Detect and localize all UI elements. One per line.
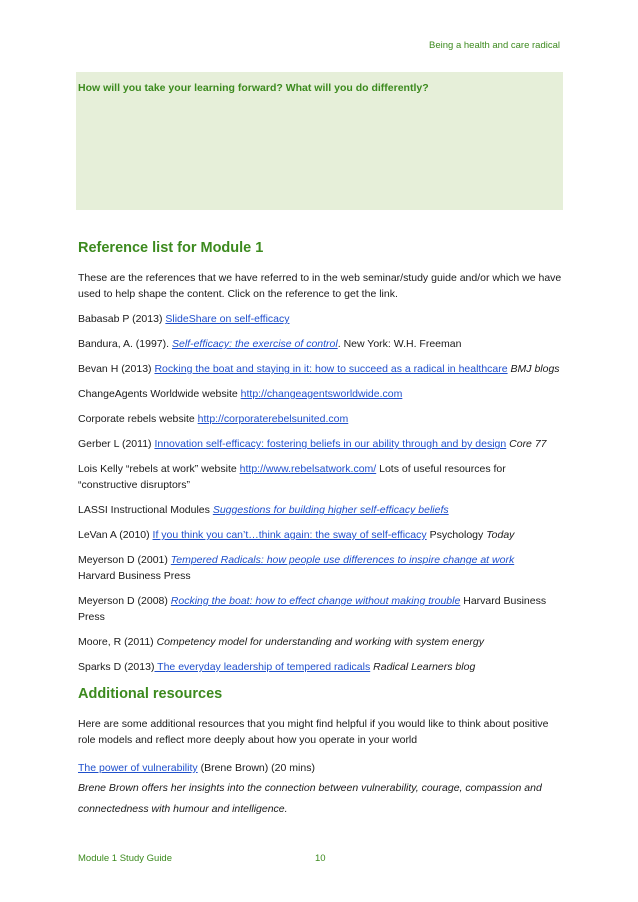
reference-author: Sparks D (2013) [78,661,155,673]
reference-item [78,311,564,327]
reference-item [78,634,564,650]
resource-link[interactable]: The power of vulnerability [78,762,198,774]
resource-item [78,760,564,776]
resource-description: Brene Brown offers her insights into the connection between vulnerability, courage, compassion and connectedness with humour and intelligence. [78,782,542,815]
reference-item [78,659,564,675]
running-header: Being a health and care radical [429,40,560,51]
reference-author: Bandura, A. (1997). [78,338,172,350]
additional-resources-heading: Additional resources [78,686,223,702]
footer-guide-title: Module 1 Study Guide [78,853,173,864]
reference-link[interactable]: http://www.rebelsatwork.com/ [239,463,377,475]
reference-link[interactable]: Self-efficacy: the exercise of control [171,338,338,350]
reflection-question-box [76,72,563,210]
reference-source: BMJ blogs [510,363,560,375]
reference-item [78,461,564,493]
reference-link[interactable]: SlideShare on self-efficacy [165,313,290,325]
reference-author: LeVan A (2010) [78,529,153,541]
reference-author: Lois Kelly “rebels at work” website [78,463,240,475]
reference-link[interactable]: Rocking the boat: how to effect change without making trouble [170,595,461,607]
reference-list-heading: Reference list for Module 1 [78,240,264,256]
reference-link[interactable]: http://corporaterebelsunited.com [197,413,349,425]
reference-item [78,361,564,377]
reference-link[interactable]: Tempered Radicals: how people use differences to inspire change at work [170,554,515,566]
page-footer [78,853,564,867]
main-content [78,238,564,829]
reference-author: LASSI Instructional Modules [78,504,213,516]
reference-author: Bevan H (2013) [78,363,155,375]
reference-item [78,386,564,402]
reference-source: Today [486,529,515,541]
reference-source: Core 77 [509,438,547,450]
reference-item [78,502,564,518]
reference-link[interactable]: Innovation self-efficacy: fostering beliefs in our ability through and by design [154,438,507,450]
reference-author: Meyerson D (2008) [78,595,171,607]
resource-meta: (Brene Brown) (20 mins) [197,762,315,774]
reference-intro: These are the references that we have referred to in the web seminar/study guide and/or which we have used to help shape the content. Click on the reference to get the link. [78,272,562,300]
reference-source-plain: Psychology [426,529,487,541]
reference-author: Corporate rebels website [78,413,198,425]
reference-item [78,411,564,427]
reference-author: Moore, R (2011) [78,636,157,648]
reference-link[interactable]: http://changeagentsworldwide.com [240,388,403,400]
reference-link[interactable]: The everyday leadership of tempered radicals [154,661,371,673]
reference-item [78,436,564,452]
reference-link[interactable]: Suggestions for building higher self-efficacy beliefs [212,504,449,516]
reference-author: Gerber L (2011) [78,438,155,450]
reference-publisher: Harvard Business Press [78,595,547,623]
reference-title: Competency model for understanding and working with system energy [156,636,485,648]
reference-note: Lots of useful resources for “constructive disruptors” [78,463,506,491]
reference-item [78,527,564,543]
reference-item [78,593,564,625]
reference-item [78,336,564,352]
reference-publisher: . New York: W.H. Freeman [337,338,462,350]
reference-link[interactable]: If you think you can’t…think again: the sway of self-efficacy [152,529,427,541]
reference-source: Radical Learners blog [373,661,476,673]
reflection-question: How will you take your learning forward? What will you do differently? [78,82,429,94]
reference-author: ChangeAgents Worldwide website [78,388,241,400]
reference-author: Meyerson D (2001) [78,554,171,566]
reference-item [78,552,564,584]
reference-author: Babasab P (2013) [78,313,166,325]
additional-intro: Here are some additional resources that you might find helpful if you would like to think about positive role models and reflect more deeply about how you operate in your world [78,718,549,746]
reference-link[interactable]: Rocking the boat and staying in it: how to succeed as a radical in healthcare [154,363,508,375]
page-number: 10 [315,853,326,864]
reference-publisher: Harvard Business Press [78,570,191,582]
